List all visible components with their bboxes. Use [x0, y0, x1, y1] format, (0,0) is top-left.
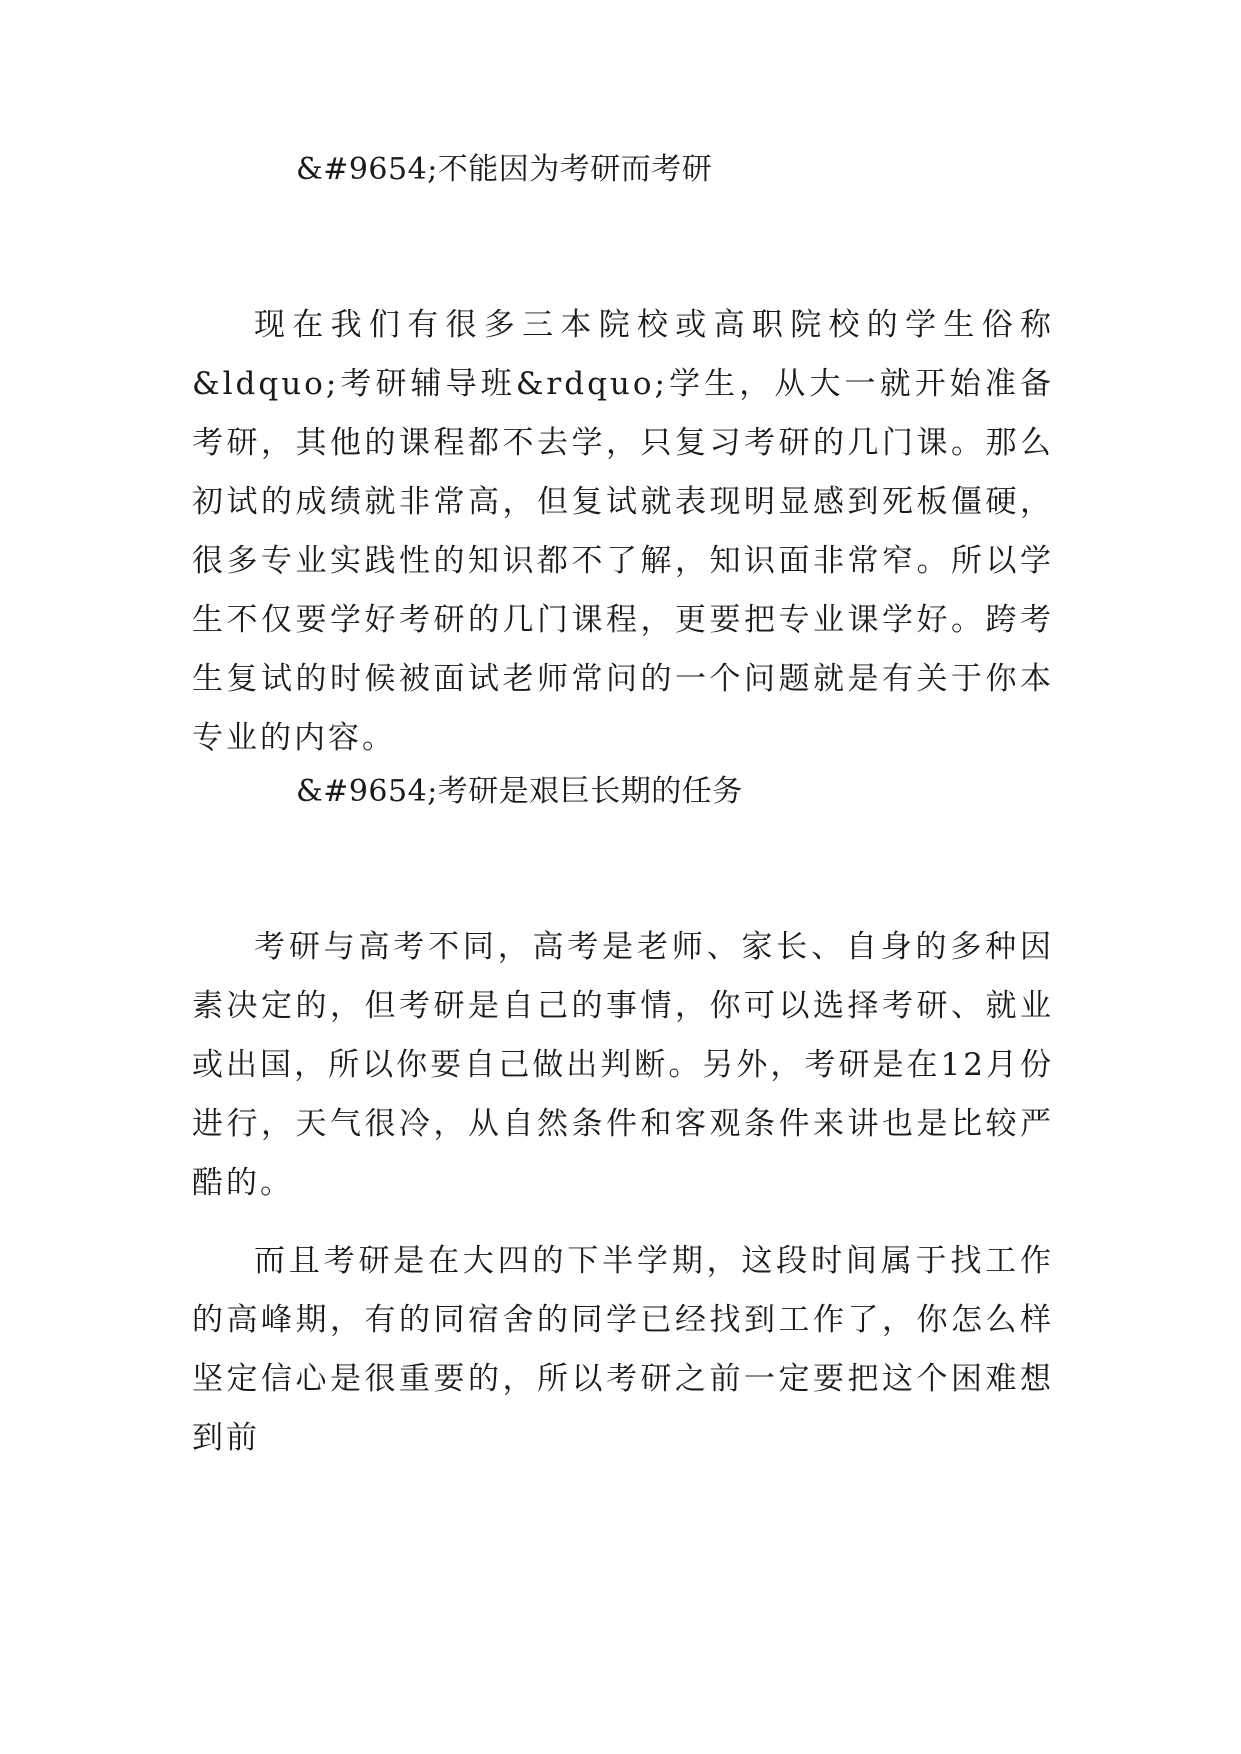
section-1-paragraph-1: 现在我们有很多三本院校或高职院校的学生俗称&ldquo;考研辅导班&rdquo;学生，从大一就开始准备考研，其他的课程都不去学，只复习考研的几门课。那么初试的成绩就非常高，但复试就表现明显感到死板僵硬，很多专业实践性的知识都不了解，知识面非常窄。所以学生不仅要学好考研的几门课程，更要把专业课学好。跨考生复试的时候被面试老师常问的一个问题就是有关于你本专业的内容。	[192, 307, 1054, 756]
section-2-paragraph-1: 考研与高考不同，高考是老师、家长、自身的多种因素决定的，但考研是自己的事情，你可以选择考研、就业或出国，所以你要自己做出判断。另外，考研是在12月份进行，天气很冷，从自然条件和客观条件来讲也是比较严酷的。	[192, 929, 1054, 1201]
section-heading-1: &#9654;不能因为考研而考研	[296, 152, 713, 187]
section-heading-2: &#9654;考研是艰巨长期的任务	[296, 774, 743, 809]
section-2-paragraph-2: 而且考研是在大四的下半学期，这段时间属于找工作的高峰期，有的同宿舍的同学已经找到工作了，你怎么样坚定信心是很重要的，所以考研之前一定要把这个困难想到前	[192, 1243, 1054, 1456]
